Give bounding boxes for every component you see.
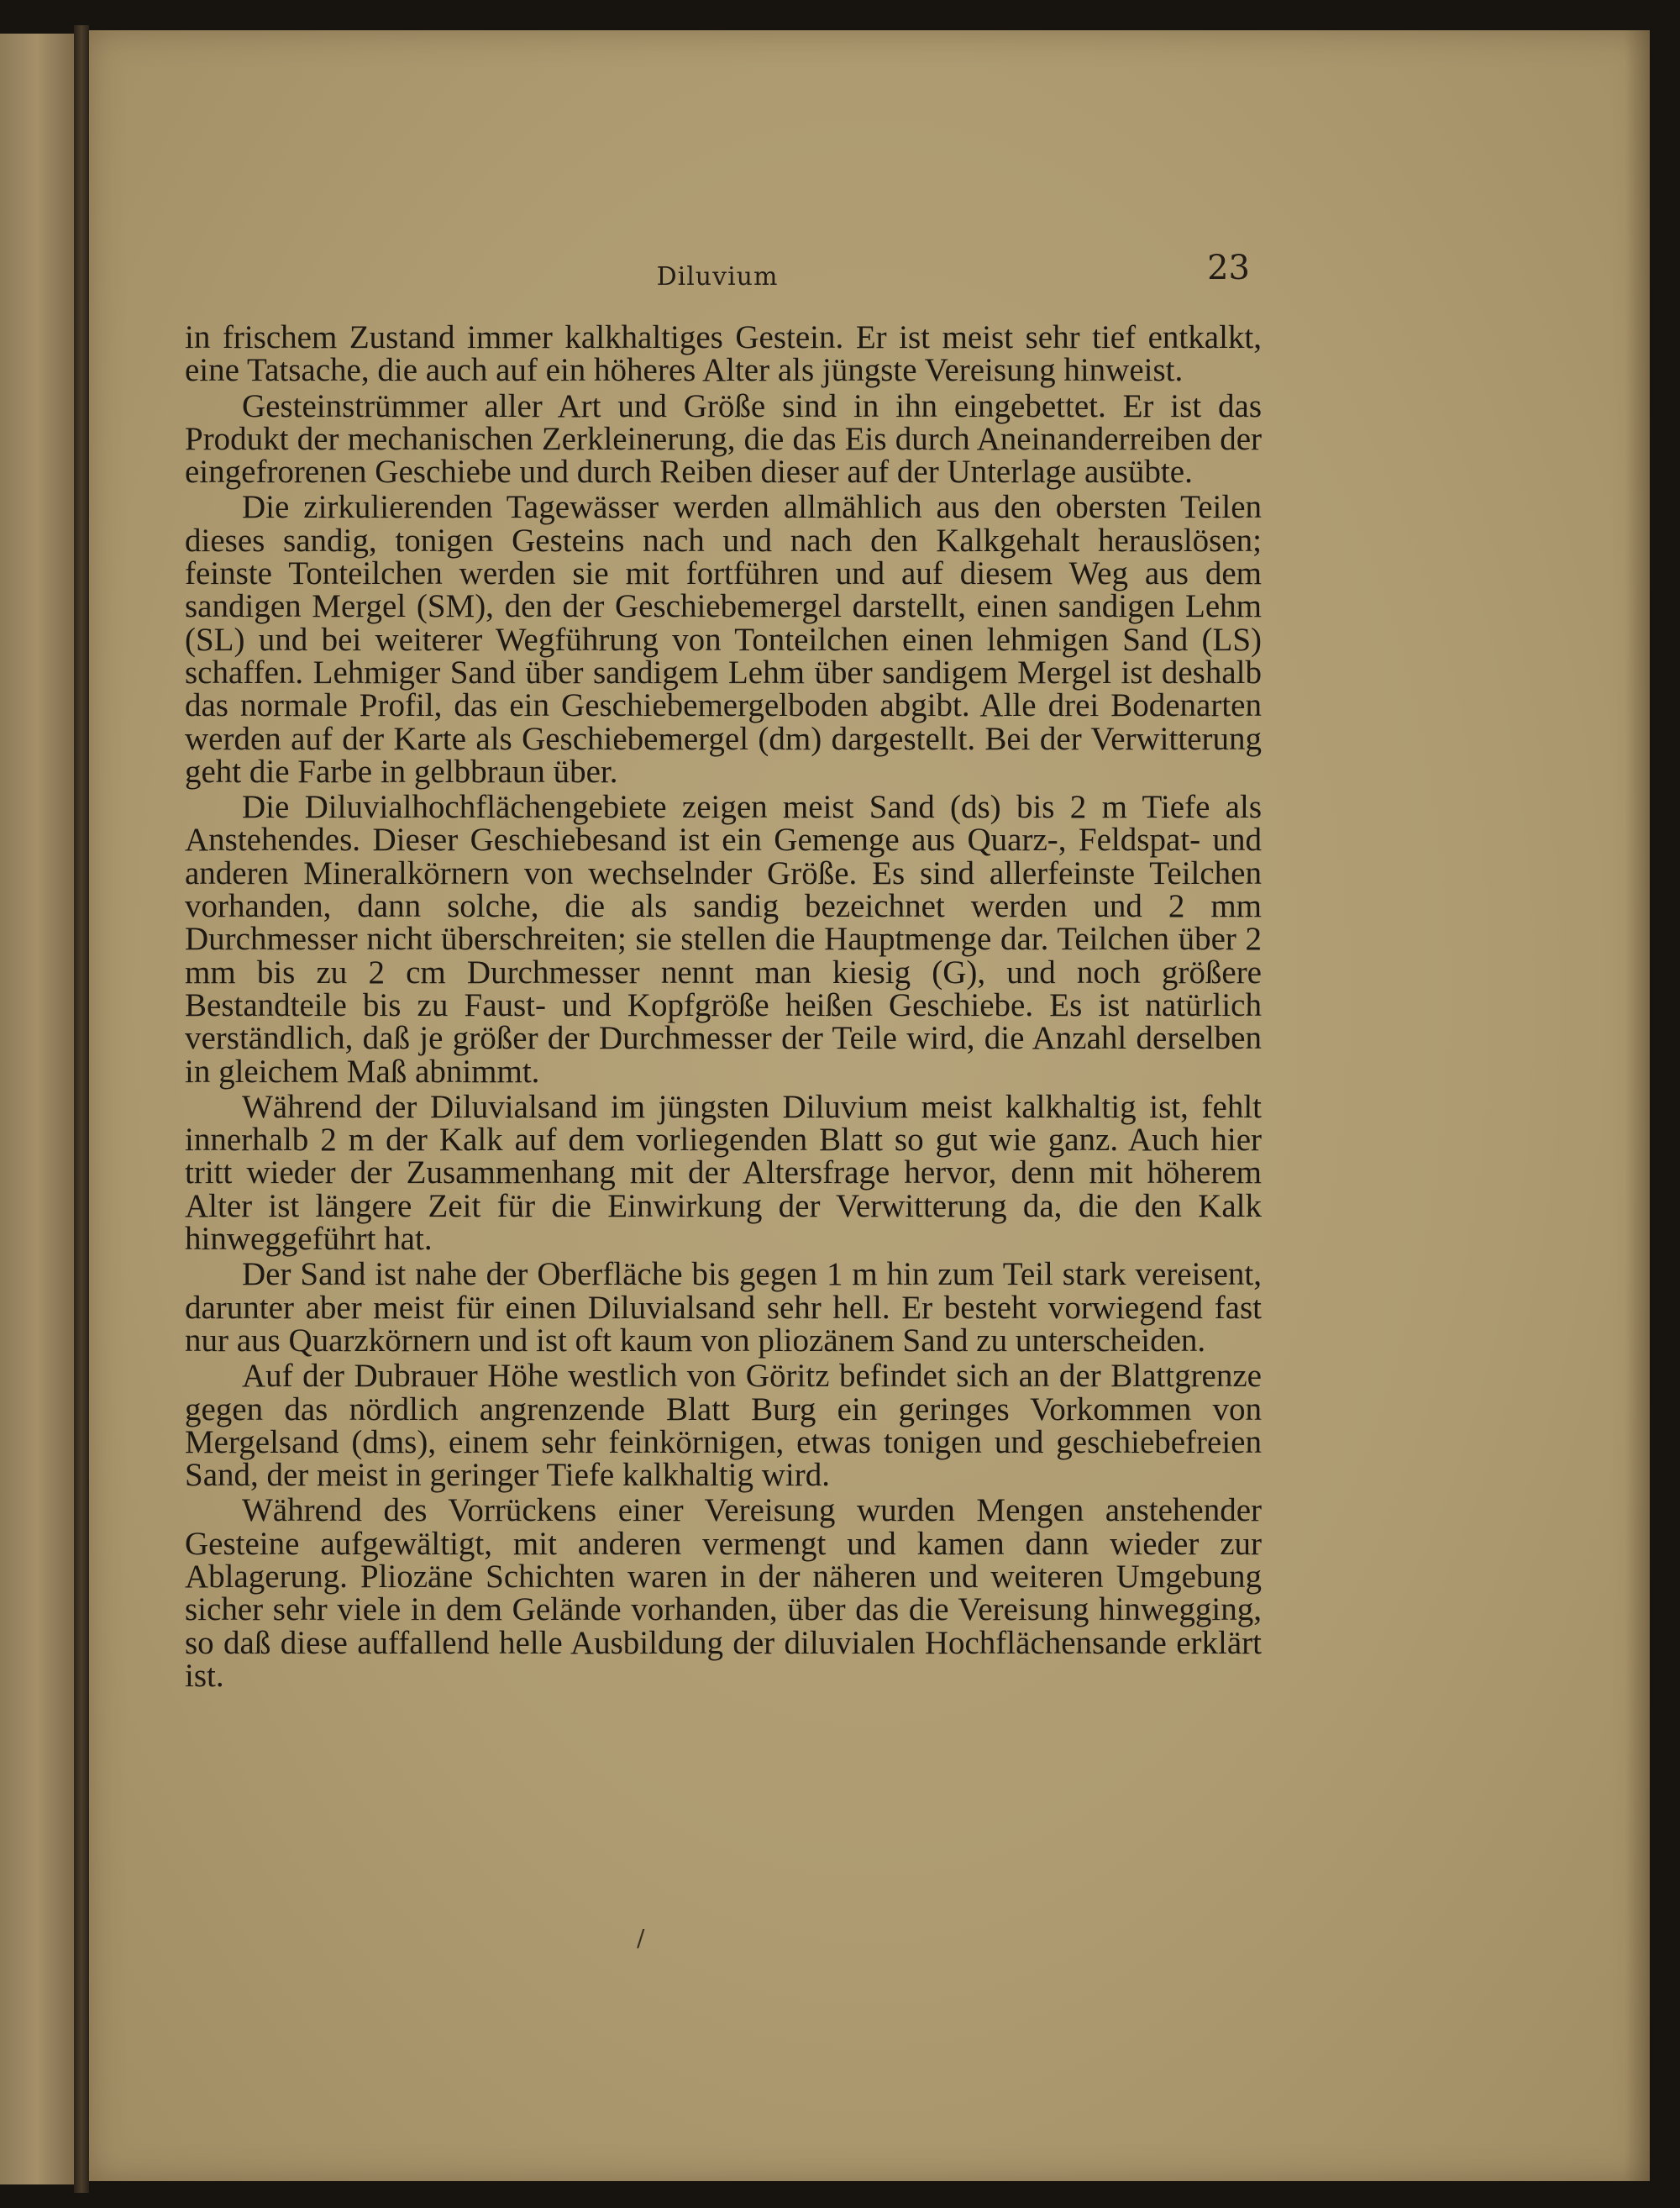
paragraph: Während der Diluvialsand im jüngsten Diluvium meist kalkhaltig ist, fehlt innerhalb 2 m der Kalk auf dem vorliegenden Blatt so gut wie ganz. Auch hier tritt wieder der Zusammenhang mit der Altersfrage hervor, denn mit höherem Alter ist längere Zeit für die Einwirkung der Verwitterung da, die den Kalk hinweggeführt hat.	[185, 1088, 1262, 1258]
body-text	[185, 321, 1262, 1695]
running-title: Diluvium	[656, 262, 779, 292]
page-edge-shadow	[1625, 30, 1650, 2181]
book-gutter	[74, 25, 89, 2193]
paragraph: in frischem Zustand immer kalkhaltiges Gestein. Er ist meist sehr tief entkalkt, eine Tatsache, die auch auf ein höheres Alter als jüngste Vereisung hinweist.	[185, 319, 1262, 389]
paragraph: Der Sand ist nahe der Oberfläche bis gegen 1 m hin zum Teil stark vereisent, darunter aber meist für einen Diluvialsand sehr hell. Er besteht vorwiegend fast nur aus Quarzkörnern und ist oft kaum von pliozänem Sand zu unterscheiden.	[185, 1256, 1262, 1359]
stray-pencil-mark: /	[637, 1924, 645, 1952]
paragraph: Die zirkulierenden Tagewässer werden allmählich aus den obersten Teilen dieses sandig, tonigen Gesteins nach und nach den Kalkgehalt herauslösen; feinste Tonteilchen werden sie mit fortführen und auf diesem Weg aus dem sandigen Mergel (SM), den der Geschiebemergel darstellt, einen sandigen Lehm (SL) und bei weiterer Wegführung von Tonteilchen einen lehmigen Sand (LS) schaffen. Lehmiger Sand über sandigem Lehm über sandigem Mergel ist deshalb das normale Profil, das ein Geschiebemergelboden abgibt. Alle drei Bodenarten werden auf der Karte als Geschiebemergel (dm) dargestellt. Bei der Verwitterung geht die Farbe in gelbbraun über.	[185, 489, 1262, 790]
previous-page-edge	[0, 34, 74, 2184]
paragraph: Während des Vorrückens einer Vereisung wurden Mengen anstehender Gesteine aufgewältigt, mit anderen vermengt und kamen dann wieder zur Ablagerung. Pliozäne Schichten waren in der näheren und weiteren Umgebung sicher sehr viele in dem Gelände vorhanden, über das die Vereisung hinwegging, so daß diese auffallend helle Ausbildung der diluvialen Hochflächensande erklärt ist.	[185, 1492, 1262, 1694]
page-number: 23	[1207, 249, 1250, 287]
page-header	[185, 229, 1250, 304]
paragraph: Die Diluvialhochflächengebiete zeigen meist Sand (ds) bis 2 m Tiefe als Anstehendes. Dieser Geschiebesand ist ein Gemenge aus Quarz-, Feldspat- und anderen Mineralkörnern von wechselnder Größe. Es sind allerfeinste Teilchen vorhanden, dann solche, die als sandig bezeichnet werden und 2 mm Durchmesser nicht überschreiten; sie stellen die Hauptmenge dar. Teilchen über 2 mm bis zu 2 cm Durchmesser nennt man kiesig (G), und noch größere Bestandteile bis zu Faust- und Kopfgröße heißen Geschiebe. Es ist natürlich verständlich, daß je größer der Durchmesser der Teile wird, die Anzahl derselben in gleichem Maß abnimmt.	[185, 789, 1262, 1090]
paragraph: Auf der Dubrauer Höhe westlich von Göritz befindet sich an der Blattgrenze gegen das nördlich angrenzende Blatt Burg ein geringes Vorkommen von Mergelsand (dms), einem sehr feinkörnigen, etwas tonigen und geschiebefreien Sand, der meist in geringer Tiefe kalkhaltig wird.	[185, 1358, 1262, 1494]
paragraph: Gesteinstrümmer aller Art und Größe sind in ihn eingebettet. Er ist das Produkt der mechanischen Zerkleinerung, die das Eis durch Aneinanderreiben der eingefrorenen Geschiebe und durch Reiben dieser auf der Unterlage ausübte.	[185, 387, 1262, 491]
